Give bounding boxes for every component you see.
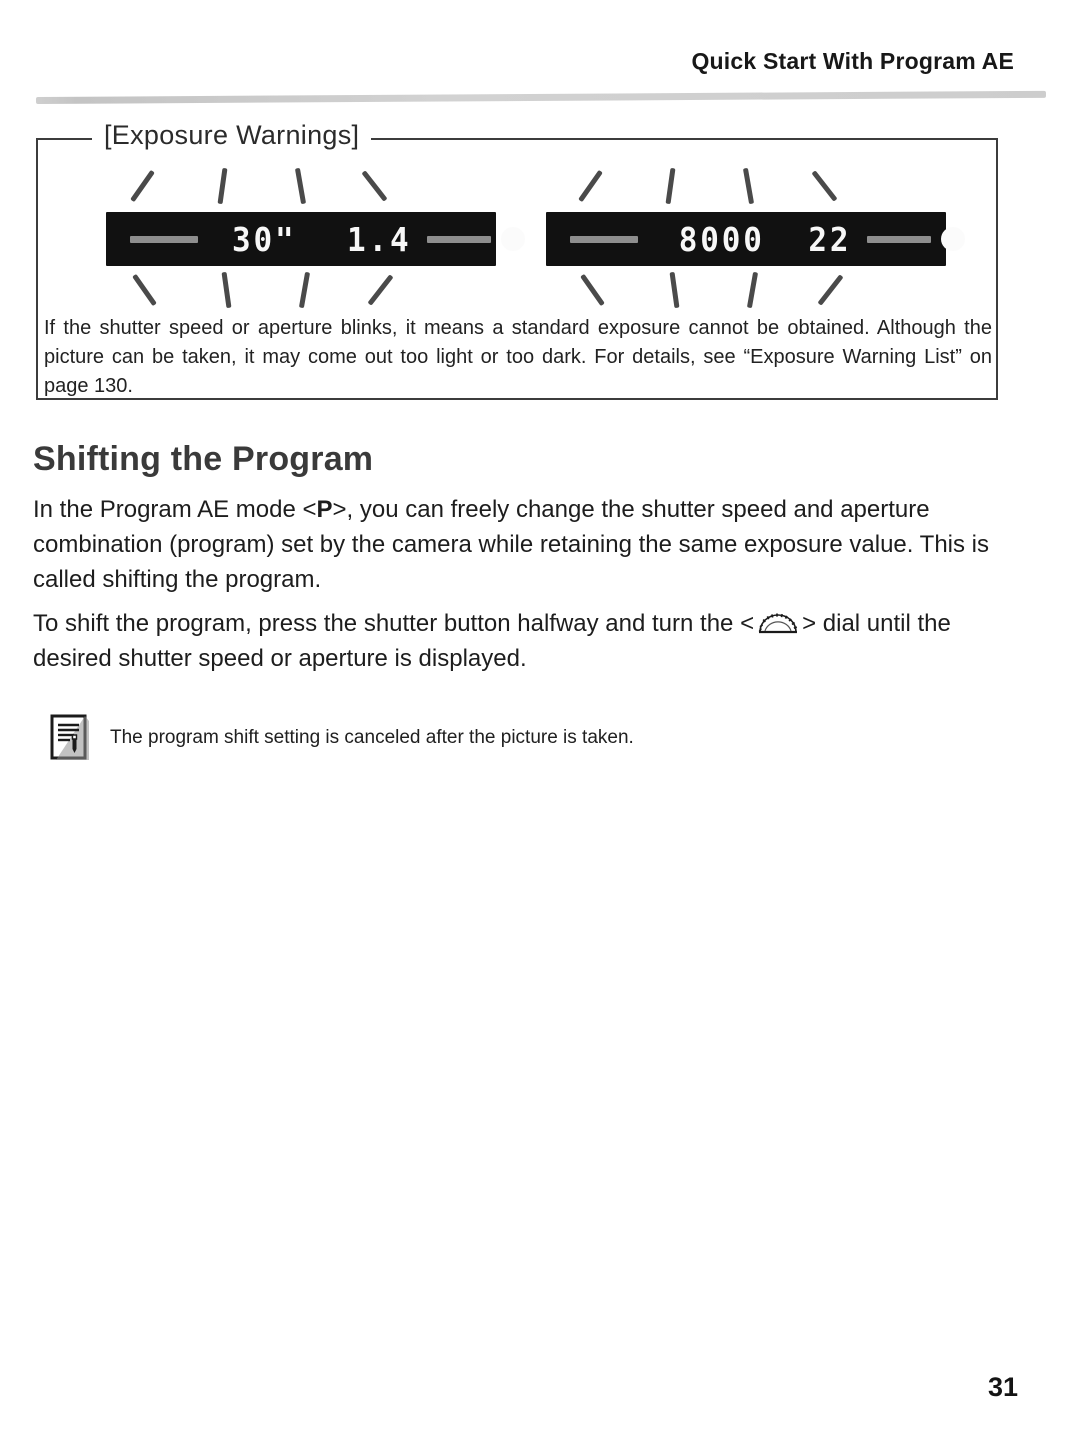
- lcd-shutter-speed-value: 30": [232, 219, 297, 259]
- paragraph-shifting-explanation: [33, 492, 1001, 597]
- paragraph-text: [33, 492, 1001, 597]
- paragraph-2-segment-1: To shift the program, press the shutter button halfway and turn the <: [33, 610, 755, 637]
- program-mode-symbol: P: [316, 496, 333, 523]
- paragraph-1-segment-1: In the Program AE mode <: [33, 496, 317, 523]
- lcd-shutter-speed-value: 8000: [678, 219, 765, 259]
- paragraph-text: [33, 606, 1001, 676]
- note-text: The program shift setting is canceled after the picture is taken.: [110, 727, 634, 748]
- lcd-lead-dash-icon: [570, 236, 638, 243]
- lcd-trail-dash-icon: [867, 236, 931, 243]
- lcd-panel: [106, 212, 496, 266]
- paragraph-2-segment-2: > dial until the desired shutter speed or aperture is displayed.: [33, 610, 951, 672]
- exposure-warnings-title: [Exposure Warnings]: [92, 120, 371, 151]
- header-divider-rule: [36, 91, 1046, 104]
- page-number: 31: [987, 1372, 1018, 1402]
- lcd-lead-dash-icon: [130, 236, 198, 243]
- page-title: Quick Start With Program AE: [691, 48, 1014, 74]
- lcd-aperture-value: 1.4: [346, 219, 412, 259]
- exposure-warnings-description-text: If the shutter speed or aperture blinks, it means a standard exposure cannot be obtained. Although the picture can be taken, it may come out too light or too dark. For details, see “Exposure Warning List” on page 130.: [44, 317, 992, 397]
- lcd-aperture-value: 22: [808, 219, 852, 259]
- lcd-panel: [546, 212, 946, 266]
- lcd-trail-dash-icon: [427, 236, 491, 243]
- main-dial-icon: [755, 611, 801, 635]
- exposure-warnings-description: [44, 314, 992, 401]
- paragraph-shift-instructions: [33, 606, 1001, 676]
- paragraph-1-segment-2: >, you can freely change the shutter speed and aperture combination (program) set by the camera while retaining the same exposure value. This is called shifting the program.: [33, 496, 990, 593]
- note-pencil-icon: [50, 714, 91, 762]
- section-heading: Shifting the Program: [33, 440, 374, 478]
- note-callout: [50, 714, 634, 762]
